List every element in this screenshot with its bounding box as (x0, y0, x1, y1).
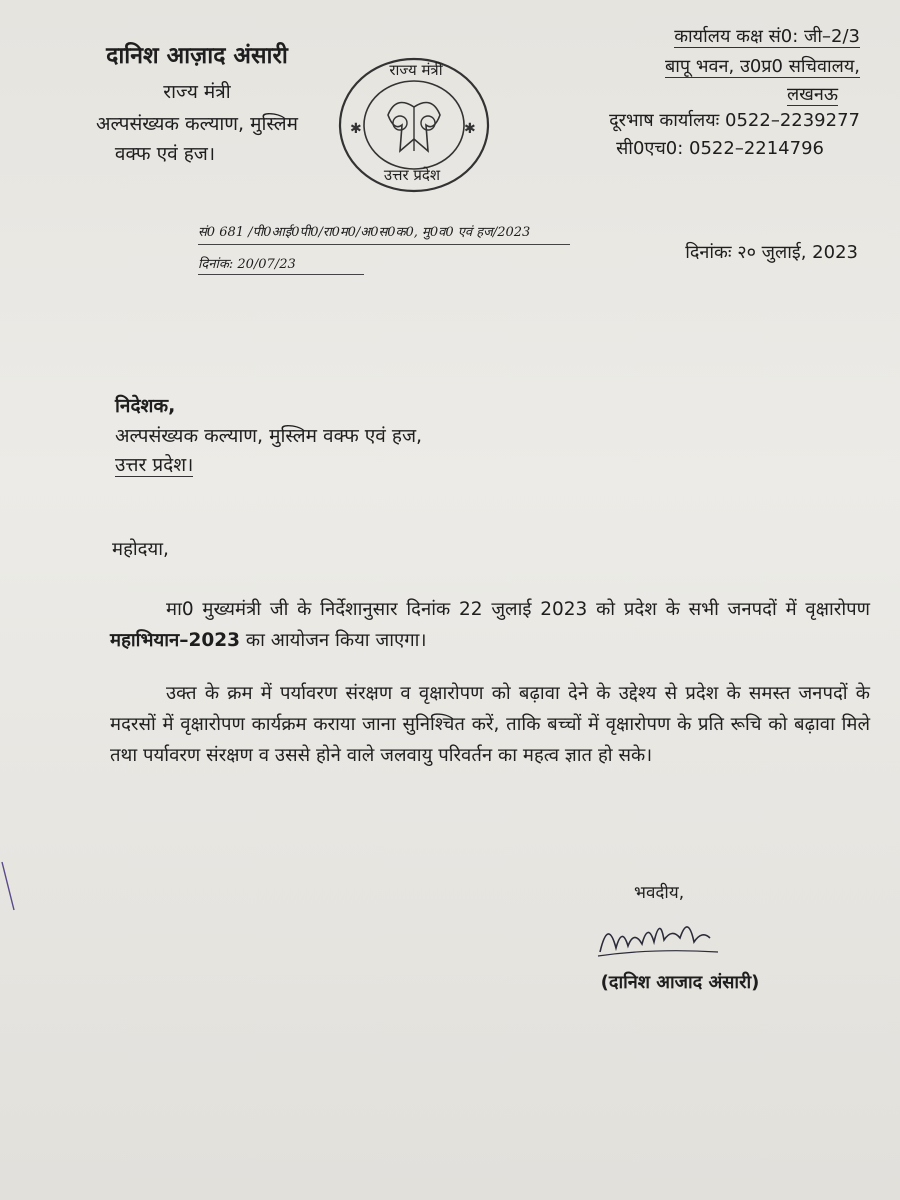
office-city: लखनऊ (786, 84, 838, 105)
office-building: बापू भवन, उ0प्र0 सचिवालय, (664, 56, 860, 77)
addressee-line1: अल्पसंख्यक कल्याण, मुस्लिम वक्फ एवं हज, (115, 425, 423, 447)
sender-department-line1: अल्पसंख्यक कल्याण, मुस्लिम (95, 113, 299, 135)
office-phone-ch: सी0एच0: 0522–2214796 (616, 138, 824, 159)
body-paragraph-2: उक्त के क्रम में पर्यावरण संरक्षण व वृक्षारोपण को बढ़ावा देने के उद्देश्य से प्रदेश के समस्त जनपदों के मदरसों में वृक्षारोपण कार्यक्रम कराया जाना सुनिश्चित करें, ताकि बच्चों में वृक्षारोपण के प्रति रूचि को बढ़ावा मिले तथा पर्यावरण संरक्षण व उससे होने वाले जलवायु परिवर्तन का महत्व ज्ञात हो सके। (110, 683, 870, 766)
closing: भवदीय, (634, 883, 685, 903)
svg-text:✱: ✱ (464, 121, 476, 137)
letter-date: दिनांकः २० जुलाई, 2023 (685, 242, 858, 263)
salutation: महोदया, (112, 539, 169, 560)
sender-name: दानिश आज़ाद अंसारी (106, 43, 288, 69)
reference-underline (198, 244, 570, 245)
reference-date-underline (198, 274, 364, 275)
svg-text:✱: ✱ (350, 121, 362, 137)
handwritten-signature (594, 908, 734, 972)
office-phone: दूरभाष कार्यालयः 0522–2239277 (609, 110, 860, 131)
sender-designation: राज्य मंत्री (163, 81, 231, 103)
emblem-text-top: राज्य मंत्री (389, 61, 443, 79)
emblem-text-bottom: उत्तर प्रदेश (383, 166, 441, 184)
reference-date: दिनांक: 20/07/23 (198, 257, 296, 272)
addressee-title: निदेशक, (115, 395, 176, 417)
body-paragraph-1: मा0 मुख्यमंत्री जी के निर्देशानुसार दिनांक 22 जुलाई 2023 को प्रदेश के सभी जनपदों में वृक्षारोपण महाभियान–2023 का आयोजन किया जाएगा। (110, 599, 870, 651)
office-room: कार्यालय कक्ष सं0: जी–2/3 (674, 26, 860, 47)
margin-pen-mark (0, 860, 20, 920)
addressee-line2: उत्तर प्रदेश। (115, 454, 194, 476)
sender-department-line2: वक्फ एवं हज। (114, 143, 216, 165)
reference-number: सं0 681 /पी0आई0पी0/रा0म0/अ0स0क0, मु0व0 एवं हज/2023 (198, 225, 531, 240)
signatory-name: (दानिश आजाद अंसारी) (600, 972, 760, 993)
